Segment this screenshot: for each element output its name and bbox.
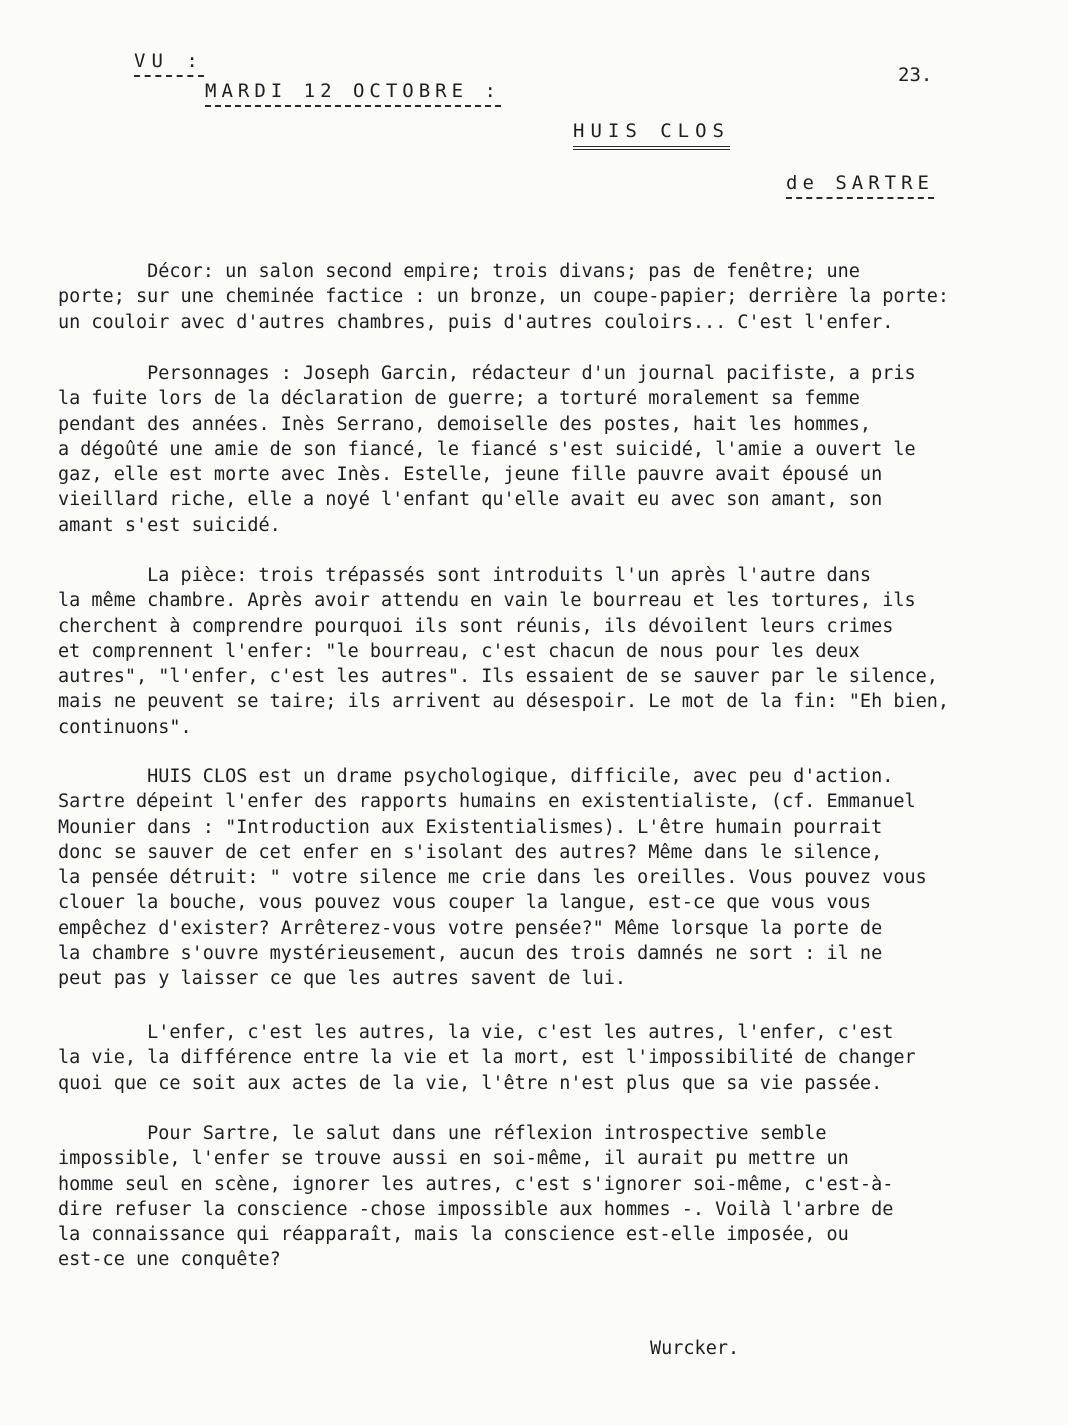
text-line: impossible, l'enfer se trouve aussi en soi-même, il aurait pu mettre un <box>58 1148 849 1170</box>
date-heading: MARDI 12 OCTOBRE : <box>205 80 501 107</box>
text-line: un couloir avec d'autres chambres, puis d'autres couloirs... C'est l'enfer. <box>58 311 894 333</box>
text-line: donc se sauver de cet enfer en s'isolant des autres? Même dans le silence, <box>58 841 883 863</box>
text-line: HUIS CLOS est un drame psychologique, difficile, avec peu d'action. <box>58 766 894 787</box>
text-line: et comprennent l'enfer: "le bourreau, c'est chacun de nous pour les deux <box>58 640 860 662</box>
paragraph-enfer <box>58 1020 1018 1096</box>
text-line: la vie, la différence entre la vie et la mort, est l'impossibilité de changer <box>58 1047 916 1069</box>
text-line: Décor: un salon second empire; trois divans; pas de fenêtre; une <box>58 261 860 282</box>
text-line: la même chambre. Après avoir attendu en vain le bourreau et les tortures, ils <box>58 590 916 612</box>
text-line: la chambre s'ouvre mystérieusement, aucun des trois damnés ne sort : il ne <box>58 943 883 965</box>
text-line: Pour Sartre, le salut dans une réflexion introspective semble <box>58 1123 827 1144</box>
paragraph-decor <box>58 259 1018 335</box>
text-line: Personnages : Joseph Garcin, rédacteur d'un journal pacifiste, a pris <box>58 363 916 384</box>
text-line: la connaissance qui réapparaît, mais la conscience est-elle imposée, ou <box>58 1224 849 1246</box>
text-line: mais ne peuvent se taire; ils arrivent au désespoir. Le mot de la fin: "Eh bien, <box>58 691 950 713</box>
text-line: empêchez d'exister? Arrêterez-vous votre pensée?" Même lorsque la porte de <box>58 917 883 939</box>
text-line: la pensée détruit: " votre silence me crie dans les oreilles. Vous pouvez vous <box>58 867 927 889</box>
text-line: vieillard riche, elle a noyé l'enfant qu'elle avait eu avec son amant, son <box>58 489 883 511</box>
text-line: continuons". <box>58 716 192 738</box>
text-line: peut pas y laisser ce que les autres savent de lui. <box>58 968 627 990</box>
paragraph-conclusion <box>58 1121 1018 1273</box>
text-line: clouer la bouche, vous pouvez vous couper la langue, est-ce que vous vous <box>58 892 872 914</box>
text-line: est-ce une conquête? <box>58 1249 281 1271</box>
play-title: HUIS CLOS <box>573 120 730 150</box>
page-number: 23. <box>898 64 933 86</box>
text-line: la fuite lors de la déclaration de guerre; a torturé moralement sa femme <box>58 388 860 410</box>
text-line: dire refuser la conscience -chose impossible aux hommes -. Voilà l'arbre de <box>58 1198 894 1220</box>
paragraph-huis-clos <box>58 764 1018 992</box>
text-line: a dégoûté une amie de son fiancé, le fiancé s'est suicidé, l'amie a ouvert le <box>58 438 916 460</box>
vu-label: VU : <box>134 50 204 77</box>
play-author: de SARTRE <box>786 172 934 199</box>
text-line: gaz, elle est morte avec Inès. Estelle, jeune fille pauvre avait épousé un <box>58 464 883 486</box>
text-line: quoi que ce soit aux actes de la vie, l'être n'est plus que sa vie passée. <box>58 1072 883 1094</box>
text-line: Sartre dépeint l'enfer des rapports humains en existentialiste, (cf. Emmanuel <box>58 791 916 813</box>
paragraph-piece <box>58 563 1018 740</box>
text-line: amant s'est suicidé. <box>58 514 281 536</box>
text-line: autres", "l'enfer, c'est les autres". Ils essaient de se sauver par le silence, <box>58 666 938 688</box>
text-line: pendant des années. Inès Serrano, demoiselle des postes, hait les hommes, <box>58 413 872 435</box>
text-line: La pièce: trois trépassés sont introduits l'un après l'autre dans <box>58 565 872 586</box>
text-line: porte; sur une cheminée factice : un bronze, un coupe-papier; derrière la porte: <box>58 286 950 308</box>
text-line: Mounier dans : "Introduction aux Existentialismes). L'être humain pourrait <box>58 816 883 838</box>
paragraph-personnages <box>58 361 1018 538</box>
text-line: L'enfer, c'est les autres, la vie, c'est les autres, l'enfer, c'est <box>58 1022 894 1043</box>
text-line: homme seul en scène, ignorer les autres, c'est s'ignorer soi-même, c'est-à- <box>58 1173 894 1195</box>
text-line: cherchent à comprendre pourquoi ils sont réunis, ils dévoilent leurs crimes <box>58 615 894 637</box>
signature: Wurcker. <box>650 1338 740 1359</box>
